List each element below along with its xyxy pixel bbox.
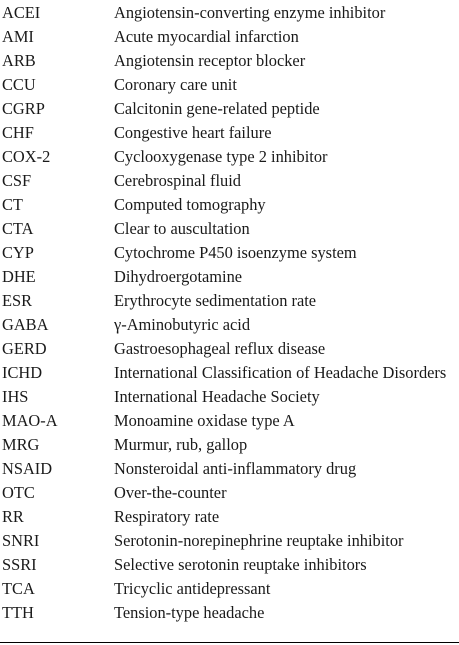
table-row [0, 241, 459, 265]
table-row [0, 145, 459, 169]
abbreviation: SNRI [2, 531, 40, 550]
definition: Murmur, rub, gallop [114, 435, 248, 454]
definition: Over-the-counter [114, 483, 227, 502]
definition: Cytochrome P450 isoenzyme system [114, 243, 357, 262]
table-row [0, 601, 459, 625]
table-row [0, 265, 459, 289]
abbreviation: CHF [2, 123, 34, 142]
table-row [0, 49, 459, 73]
abbreviation: CT [2, 195, 23, 214]
abbreviation: NSAID [2, 459, 53, 478]
definition: Angiotensin-converting enzyme inhibitor [114, 3, 386, 22]
abbreviation: CCU [2, 75, 36, 94]
table-row [0, 121, 459, 145]
table-row [0, 337, 459, 361]
table-row [0, 193, 459, 217]
table-row [0, 1, 459, 25]
abbreviation: ESR [2, 291, 33, 310]
definition: Monoamine oxidase type A [114, 411, 295, 430]
abbreviation: CGRP [2, 99, 45, 118]
definition: Cerebrospinal fluid [114, 171, 241, 190]
definition: Erythrocyte sedimentation rate [114, 291, 317, 310]
abbreviation: CTA [2, 219, 34, 238]
table-row [0, 505, 459, 529]
table-row [0, 289, 459, 313]
abbreviation: SSRI [2, 555, 37, 574]
definition: Gastroesophageal reflux disease [114, 339, 326, 358]
definition: Congestive heart failure [114, 123, 272, 142]
definition: International Classification of Headache Disorders [114, 363, 447, 382]
table-row [0, 97, 459, 121]
definition: γ-Aminobutyric acid [114, 315, 251, 334]
table-row [0, 481, 459, 505]
table-row [0, 529, 459, 553]
table-row [0, 553, 459, 577]
abbreviation: ICHD [2, 363, 43, 382]
definition: Computed tomography [114, 195, 266, 214]
abbreviation: GABA [2, 315, 49, 334]
abbreviation: MAO-A [2, 411, 58, 430]
abbreviation: CSF [2, 171, 32, 190]
table-row [0, 433, 459, 457]
table-row [0, 73, 459, 97]
table-row [0, 217, 459, 241]
abbreviation: RR [2, 507, 24, 526]
definition: Tricyclic antidepressant [114, 579, 271, 598]
definition: Serotonin-norepinephrine reuptake inhibitor [114, 531, 404, 550]
abbreviation: OTC [2, 483, 35, 502]
table-row [0, 409, 459, 433]
abbreviation: IHS [2, 387, 29, 406]
abbreviation: CYP [2, 243, 34, 262]
table-bottom-rule [0, 642, 459, 643]
abbreviation: COX-2 [2, 147, 51, 166]
definition: Respiratory rate [114, 507, 220, 526]
definition: Dihydroergotamine [114, 267, 243, 286]
table-row [0, 457, 459, 481]
definition: Selective serotonin reuptake inhibitors [114, 555, 367, 574]
definition: Tension-type headache [114, 603, 265, 622]
table-row [0, 169, 459, 193]
abbreviation: TCA [2, 579, 35, 598]
table-row [0, 577, 459, 601]
abbreviation: AMI [2, 27, 34, 46]
definition: Calcitonin gene-related peptide [114, 99, 320, 118]
definition: Cyclooxygenase type 2 inhibitor [114, 147, 328, 166]
definition: Angiotensin receptor blocker [114, 51, 306, 70]
definition: Clear to auscultation [114, 219, 250, 238]
definition: Coronary care unit [114, 75, 237, 94]
definition: International Headache Society [114, 387, 320, 406]
abbreviation: ACEI [2, 3, 41, 22]
abbreviation: DHE [2, 267, 36, 286]
table-row [0, 361, 459, 385]
definition: Nonsteroidal anti-inflammatory drug [114, 459, 357, 478]
abbreviation: ARB [2, 51, 36, 70]
abbreviation: MRG [2, 435, 40, 454]
abbreviation: TTH [2, 603, 34, 622]
table-row [0, 385, 459, 409]
table-row [0, 25, 459, 49]
abbreviation: GERD [2, 339, 47, 358]
table-row [0, 313, 459, 337]
definition: Acute myocardial infarction [114, 27, 299, 46]
